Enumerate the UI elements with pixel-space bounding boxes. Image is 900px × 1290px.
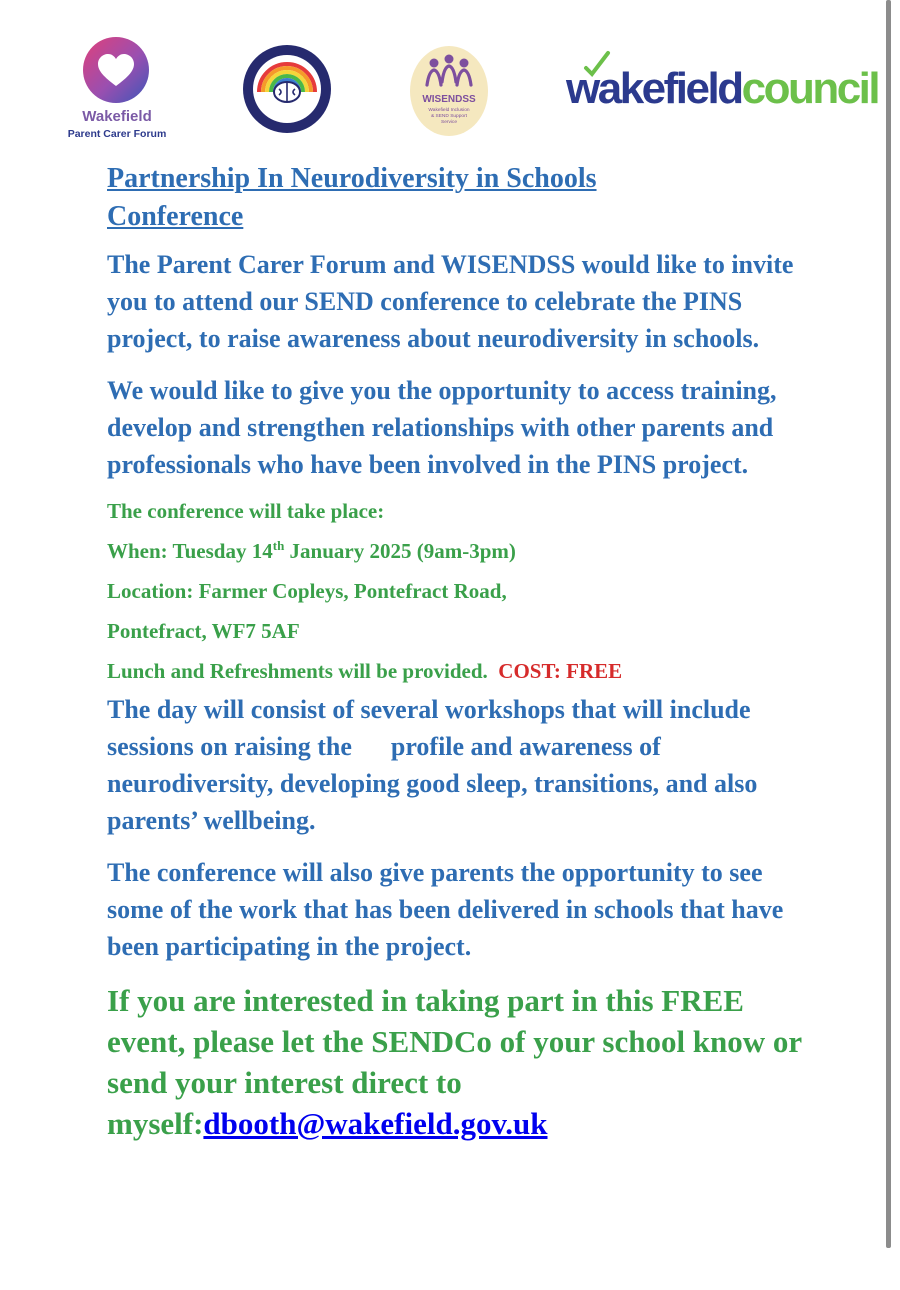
council-logo-part1: wakefield xyxy=(566,64,742,113)
lunch-note: Lunch and Refreshments will be provided. xyxy=(107,659,488,683)
wisendss-logo-sub3: Service xyxy=(441,120,457,125)
event-date xyxy=(107,538,807,565)
title-line-1: Partnership In Neurodiversity in Schools xyxy=(107,163,597,194)
wisendss-logo-sub1: Wakefield Inclusion xyxy=(428,108,470,113)
people-icon xyxy=(409,45,489,137)
pcf-logo-name: Wakefield xyxy=(82,108,152,125)
flyer-body xyxy=(107,160,807,1144)
scrollbar[interactable] xyxy=(886,0,891,1248)
details-heading: The conference will take place: xyxy=(107,499,385,523)
event-date-suffix: January 2025 (9am-3pm) xyxy=(284,539,516,563)
neurodiversity-logo xyxy=(242,44,332,134)
page-title xyxy=(107,160,807,236)
tick-icon xyxy=(582,50,612,78)
cost-badge: COST: FREE xyxy=(498,659,623,683)
intro-paragraph: The Parent Carer Forum and WISENDSS would like to invite you to attend our SEND conference to celebrate the PINS project, to raise awareness about neurodiversity in schools. xyxy=(107,250,794,353)
wakefield-council-logo xyxy=(566,50,879,130)
lunch-cost-line xyxy=(107,658,807,685)
call-to-action xyxy=(107,980,807,1144)
rainbow-brain-icon xyxy=(242,44,332,134)
wisendss-logo-sub2: & SEND Support xyxy=(431,114,467,119)
event-location-line-1: Location: Farmer Copleys, Pontefract Road, xyxy=(107,579,507,603)
council-logo-part2: council xyxy=(741,64,879,113)
event-location-line-2: Pontefract, WF7 5AF xyxy=(107,619,300,643)
opportunity-paragraph: We would like to give you the opportunity to access training, develop and strengthen relationships with other parents and professionals who have been involved in the PINS project. xyxy=(107,376,777,479)
parents-paragraph: The conference will also give parents the opportunity to see some of the work that has been delivered in schools that have been participating in the project. xyxy=(107,858,784,961)
event-date-prefix: When: Tuesday 14 xyxy=(107,539,273,563)
email-link[interactable]: dbooth@wakefield.gov.uk xyxy=(203,1106,548,1141)
title-line-2: Conference xyxy=(107,201,244,232)
cta-text: If you are interested in taking part in this FREE event, please let the SENDCo of your school know or send your interest direct to myself: xyxy=(107,983,802,1141)
parent-carer-forum-logo xyxy=(62,36,180,146)
wisendss-logo xyxy=(409,45,489,137)
neurodiversity-logo-text: NEURODIVERSITY xyxy=(255,92,319,121)
event-date-ordinal: th xyxy=(272,538,285,553)
workshops-paragraph: The day will consist of several workshops that will include sessions on raising the profile and awareness of neurodiversity, developing good sleep, transitions, and also parents’ wellbeing. xyxy=(107,695,764,835)
heart-icon xyxy=(82,36,150,104)
pcf-logo-subtitle: Parent Carer Forum xyxy=(67,128,167,140)
wisendss-logo-text: WISENDSS xyxy=(422,94,476,105)
